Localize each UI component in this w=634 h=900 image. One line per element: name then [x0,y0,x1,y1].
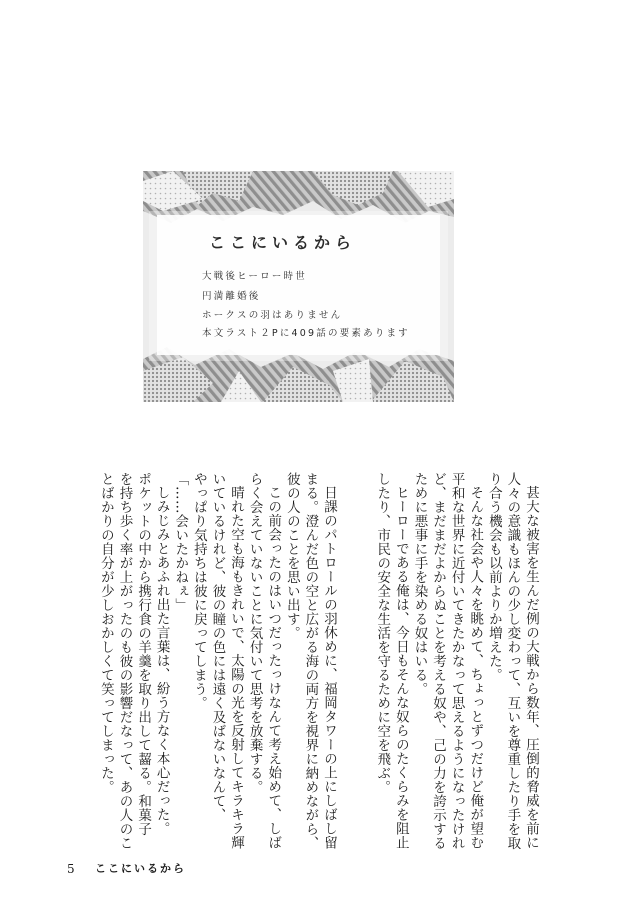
body-column-right [364,472,540,850]
note-line: 大戦後ヒーロー時世 [202,271,307,282]
title-card-background [143,171,454,402]
text-line: しみじみとあふれ出た言葉は、紛う方なく本心だった。 [153,485,170,836]
story-title: ここにいるから [209,233,357,252]
text-line: いているけれど、彼の瞳の色には遠く及ばないなんて、 [209,472,226,822]
note-line: 本文ラスト２Pに409話の要素あります [202,328,410,339]
text-line: を持ち歩く率が上がったのも彼の影響だなって、あの人のこ [116,472,133,850]
text-line: ヒーローである俺は、今日もそんな奴らのたくらみを阻止 [392,485,409,850]
text-line: やっぱり気持ちは彼に戻ってしまう。 [190,472,207,710]
text-line: ために悪事に手を染める奴はいる。 [411,472,428,696]
text-line: この前会ったのはいつだったっけなんて考え始めて、しば [265,485,282,850]
text-line: 晴れた空も海もきれいで、太陽の光を反射してキラキラ輝 [228,485,245,850]
text-line: 彼の人のことを思い出す。 [283,472,300,640]
text-line: そんな社会や人々を眺めて、ちょっとずつだけど俺が望む [467,485,484,850]
text-line: ポケットの中から携行食の羊羹を取り出して齧る。和菓子 [135,472,152,836]
text-line: 甚大な被害を生んだ例の大戦から数年、圧倒的脅威を前に [523,485,539,850]
page-number: 5 [67,862,75,876]
text-line: 人々の意識もほんの少し変わって、互いを尊重したり手を取 [504,472,521,850]
note-line: 円満離婚後 [202,291,261,302]
text-line: とばかりの自分が少しおかしくて笑ってしまった。 [97,472,114,794]
text-line: ど、まだまだよからぬことを考える奴や、己の力を誇示する [430,472,447,850]
text-line: まる。澄んだ色の空と広がる海の両方を視界に納めながら、 [302,472,319,850]
text-line: したり、市民の安全な生活を守るために空を飛ぶ。 [374,472,391,794]
running-title: ここにいるから [95,862,186,875]
dialogue-line: 「……会いたかねぇ」 [172,472,189,612]
text-line: 日課のパトロールの羽休めに、福岡タワーの上にしばし留 [321,485,337,850]
note-line: ホークスの羽はありません [202,310,343,321]
text-line: 平和な世界に近付いてきたかなって思えるようになったけれ [448,472,465,850]
text-line: り合う機会も以前よりか増えた。 [485,472,502,682]
text-line: らく会えていないことに気付いて思考を放棄する。 [246,472,263,794]
body-column-left [88,472,338,850]
title-card [143,171,454,402]
